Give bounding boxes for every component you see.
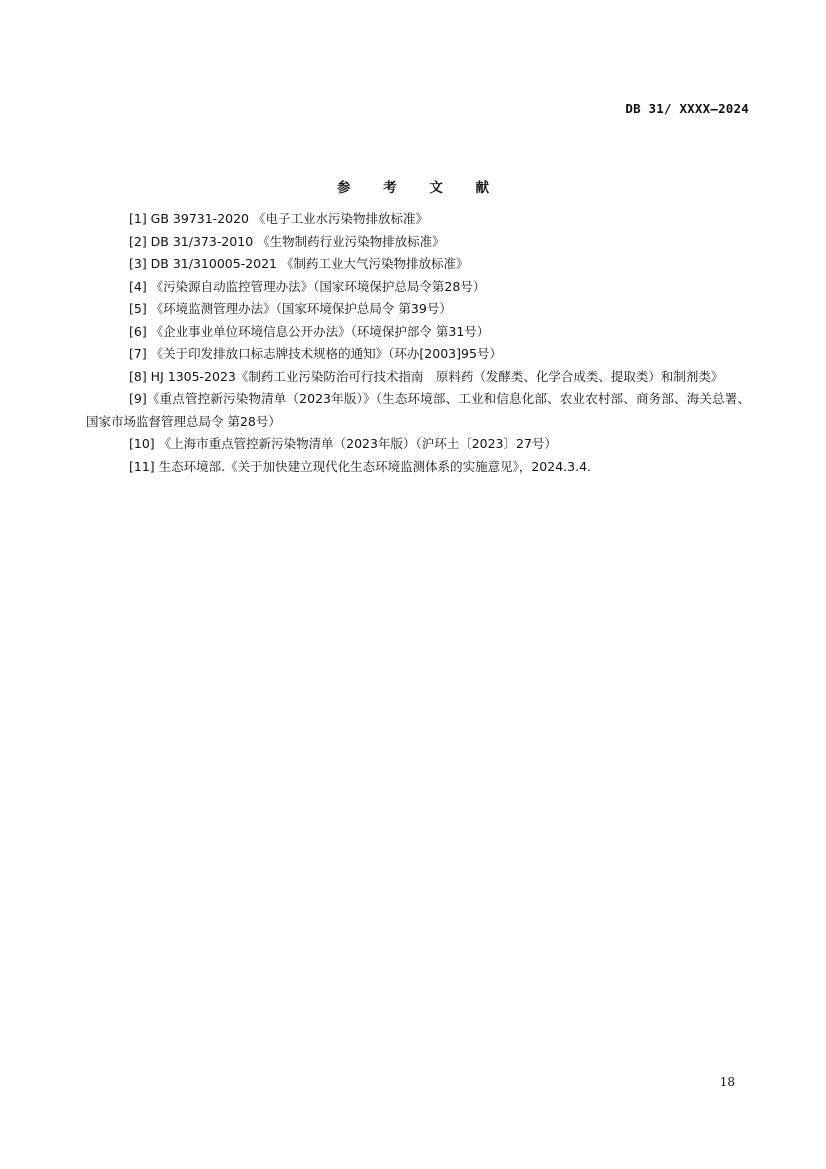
reference-list: [86, 208, 750, 478]
reference-item-10: [10] 《上海市重点管控新污染物清单（2023年版）（沪环土〔2023〕27号）: [129, 436, 557, 451]
page-number: 18: [719, 1075, 735, 1089]
reference-item-6: [6] 《企业事业单位环境信息公开办法》（环境保护部令 第31号）: [129, 323, 490, 339]
reference-item-5: [5] 《环境监测管理办法》（国家环境保护总局令 第39号）: [129, 301, 452, 316]
reference-item-2: [2] DB 31/373-2010 《生物制药行业污染物排放标准》: [129, 233, 445, 249]
reference-item-4: [4] 《污染源自动监控管理办法》（国家环境保护总局令第28号）: [129, 278, 486, 294]
reference-item-3: [3] DB 31/310005-2021 《制药工业大气污染物排放标准》: [129, 256, 469, 271]
reference-item-8: [8] HJ 1305-2023《制药工业污染防治可行技术指南 原料药（发酵类、化学合成类、提取类）和制剂类》: [129, 368, 724, 384]
reference-item-9: [9]《重点管控新污染物清单（2023年版）》（生态环境部、工业和信息化部、农业农村部、商务部、海关总署、国家市场监督管理总局令 第28号）: [86, 391, 750, 429]
reference-item-11: [11] 生态环境部.《关于加快建立现代化生态环境监测体系的实施意见》，2024.3.4.: [129, 458, 591, 474]
section-title: 参 考 文 献: [336, 180, 504, 196]
reference-item-7: [7] 《关于印发排放口标志牌技术规格的通知》（环办[2003]95号）: [129, 346, 502, 361]
reference-item-1: [1] GB 39731-2020 《电子工业水污染物排放标准》: [129, 211, 428, 226]
standard-code: DB 31/ XXXX—2024: [625, 101, 749, 116]
